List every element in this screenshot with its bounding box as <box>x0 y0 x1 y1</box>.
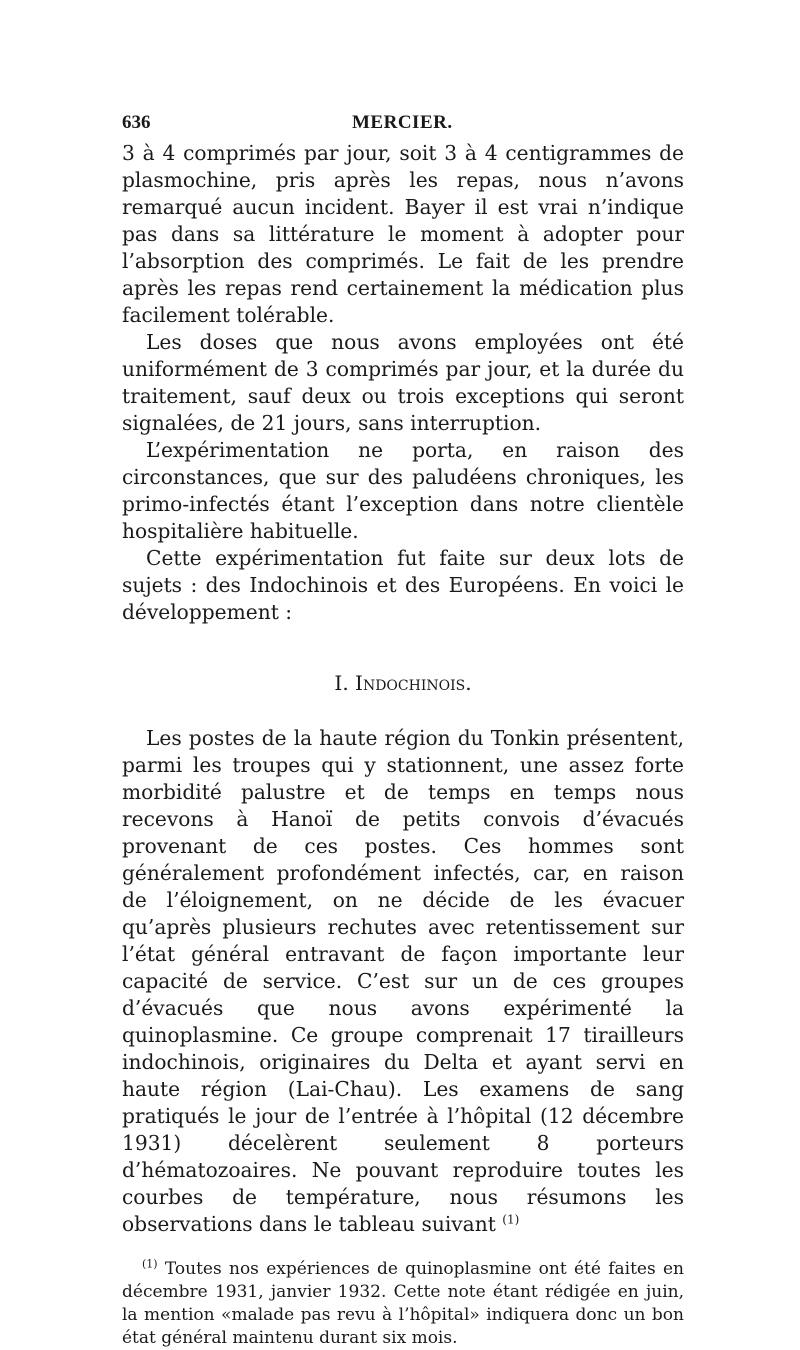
footnote-reference[interactable]: (1) <box>502 1212 520 1227</box>
section-title: Indochinois. <box>355 671 472 695</box>
footnote <box>122 1258 684 1350</box>
footnote-mark: (1) <box>142 1257 158 1271</box>
section-paragraph <box>122 725 684 1238</box>
section-paragraph-text: Les postes de la haute région du Tonkin présentent, parmi les troupes qui y stationnent, une assez forte morbidité palustre et de temps en temps nous recevons à Hanoï de petits convois d’évacués provenant de ces postes. Ces hommes sont généralement profondément infectés, car, en raison de l’éloignement, on ne décide de les évacuer qu’après plusieurs rechutes avec retentissement sur l’état général entravant de façon importante leur capacité de service. C’est sur un de ces groupes d’évacués que nous avons expérimenté la quinoplasmine. Ce groupe comprenait 17 tirailleurs indochinois, originaires du Delta et ayant servi en haute région (Lai-Chau). Les examens de sang pratiqués le jour de l’entrée à l’hôpital (12 décembre 1931) décelèrent seulement 8 porteurs d’hématozoaires. Ne pouvant reproduire toutes les courbes de température, nous résumons les observations dans le tableau suivant <box>122 726 684 1236</box>
footnote-text: Toutes nos expériences de quinoplasmine ont été faites en décembre 1931, janvier 1932. Cette note étant rédigée en juin, la mention «malade pas revu à l’hôpital» indiquera donc un bon état général maintenu durant six mois. <box>122 1259 684 1348</box>
body-text <box>122 140 684 1238</box>
page <box>122 108 684 1350</box>
section-numeral: I. <box>334 671 349 695</box>
paragraph: Cette expérimentation fut faite sur deux lots de sujets : des Indochinois et des Européens. En voici le développement : <box>122 546 684 624</box>
running-title: MERCIER. <box>352 112 453 133</box>
page-number: 636 <box>122 112 151 133</box>
paragraph: Les doses que nous avons employées ont été uniformément de 3 comprimés par jour, et la durée du traitement, sauf deux ou trois exceptions qui seront signalées, de 21 jours, sans interruption. <box>122 330 684 435</box>
paragraph: 3 à 4 comprimés par jour, soit 3 à 4 centigrammes de plasmochine, pris après les repas, nous n’avons remarqué aucun incident. Bayer il est vrai n’indique pas dans sa littérature le moment à adopter pour l’absorption des comprimés. Le fait de les prendre après les repas rend certainement la médication plus facilement tolérable. <box>122 141 684 327</box>
paragraph: L’expérimentation ne porta, en raison des circonstances, que sur des paludéens chroniques, les primo-infectés étant l’exception dans notre clientèle hospitalière habituelle. <box>122 438 684 543</box>
section-heading <box>122 670 684 697</box>
running-head <box>122 108 684 140</box>
